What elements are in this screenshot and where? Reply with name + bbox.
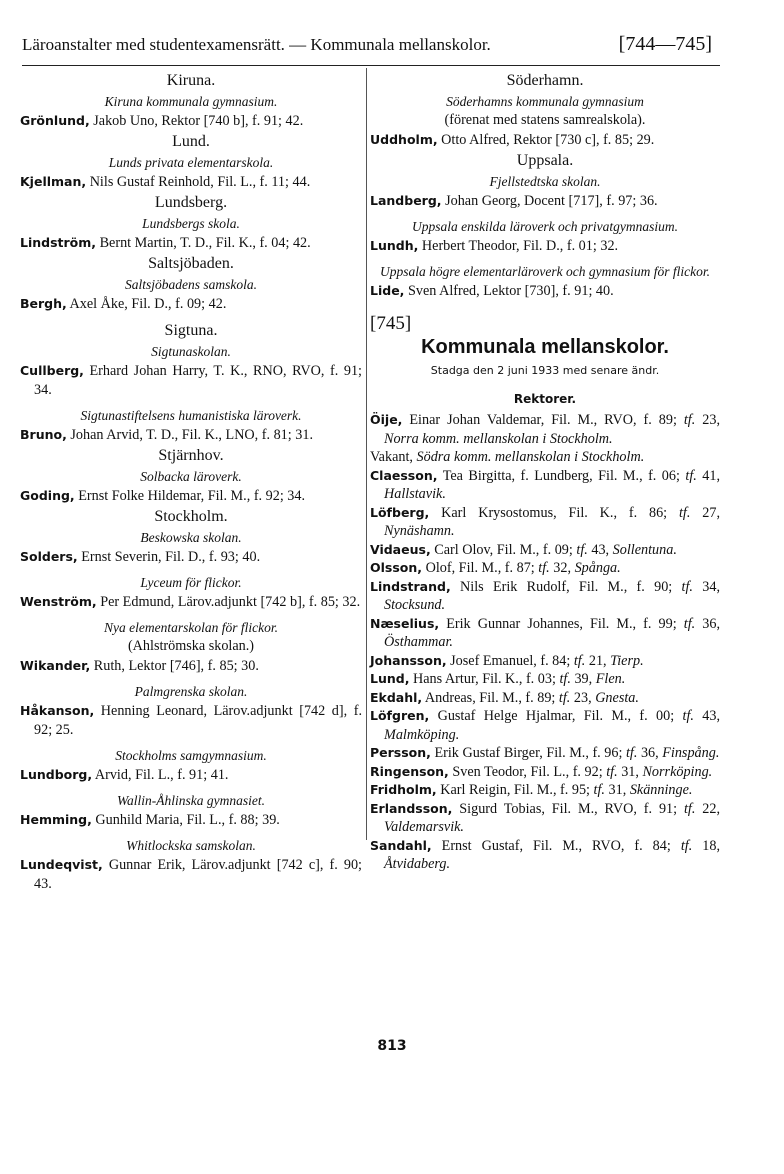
entry-tf: tf. <box>683 800 696 817</box>
place-heading: Sigtuna. <box>164 322 218 339</box>
rektor-entry <box>370 781 720 800</box>
entry-surname: Lindström, <box>20 235 97 250</box>
school-name: Kiruna kommunala gymnasium. <box>104 94 278 109</box>
directory-entry <box>370 191 720 211</box>
entry-details: Carl Olov, Fil. M., f. 09; <box>430 541 577 558</box>
rektor-entry <box>370 689 720 708</box>
school-note: (Ahlströmska skolan.) <box>127 638 255 654</box>
entry-school-place: Flen. <box>595 671 626 687</box>
entry-surname: Goding, <box>20 488 75 503</box>
entry-details: Axel Åke, Fil. D., f. 09; 42. <box>66 296 227 312</box>
directory-entry <box>20 656 362 676</box>
subheading-rektorer: Rektorer. <box>513 392 577 406</box>
rektor-entry <box>370 670 720 689</box>
directory-entry <box>370 130 720 150</box>
entry-details: Ernst Gustaf, Fil. M., RVO, f. 84; <box>431 837 681 854</box>
entry-school-place: Södra komm. mellanskolan i Stockholm. <box>416 449 645 465</box>
entry-details: Nils Gustaf Reinhold, Fil. L., f. 11; 44. <box>86 174 311 190</box>
entry-details: Nils Erik Rudolf, Fil. M., f. 90; <box>450 578 682 595</box>
directory-entry <box>20 361 362 400</box>
entry-details: Sven Teodor, Fil. L., f. 92; <box>448 763 607 780</box>
rektor-entry <box>370 448 720 467</box>
entry-surname: Olsson, <box>370 560 423 575</box>
directory-entry <box>20 425 362 445</box>
place-heading: Lundsberg. <box>154 194 228 211</box>
rektor-entry <box>370 763 720 782</box>
rektor-entry <box>370 744 720 763</box>
entry-school-place: Nynäshamn. <box>384 523 455 539</box>
place-heading: Kiruna. <box>166 72 216 89</box>
entry-surname: Fridholm, <box>370 782 437 797</box>
entry-year: 32, <box>549 560 575 576</box>
section-title: Kommunala mellanskolor. <box>421 336 669 358</box>
entry-school-place: Hallstavik. <box>384 486 446 502</box>
school-name: Solbacka läroverk. <box>140 469 242 484</box>
entry-school-place: Norrköping. <box>642 763 713 780</box>
entry-school-place: Östhammar. <box>384 634 453 650</box>
directory-entry <box>20 294 362 314</box>
entry-details: Herbert Theodor, Fil. D., f. 01; 32. <box>418 238 619 254</box>
entry-surname: Sandahl, <box>370 837 432 853</box>
entry-surname: Lund, <box>370 671 410 686</box>
place-heading: Uppsala. <box>516 152 574 169</box>
entry-surname: Öije, <box>370 412 403 427</box>
left-column <box>20 70 362 894</box>
school-name: Saltsjöbadens samskola. <box>124 277 257 292</box>
entry-surname: Erlandsson, <box>370 800 453 816</box>
column-divider <box>366 68 367 840</box>
entry-tf: tf. <box>683 615 696 632</box>
right-column-schools <box>370 70 720 301</box>
right-column <box>370 70 720 874</box>
entry-surname: Solders, <box>20 549 78 564</box>
directory-entry <box>20 172 362 192</box>
entry-surname: Hemming, <box>20 812 92 827</box>
entry-details: Tea Birgitta, f. Lundberg, Fil. M., f. 06; <box>437 467 686 484</box>
entry-surname: Ekdahl, <box>370 689 423 705</box>
entry-year: 18, <box>692 837 720 854</box>
entry-surname: Lundborg, <box>20 767 93 782</box>
school-name: Söderhamns kommunala gymnasium <box>446 94 644 109</box>
page-number: 813 <box>377 1038 407 1054</box>
school-name: Beskowska skolan. <box>140 530 242 545</box>
entry-details: Johan Arvid, T. D., Fil. K., LNO, f. 81; 31. <box>66 427 314 443</box>
entry-year: 41, <box>696 467 720 484</box>
rektor-entry <box>370 411 720 448</box>
entry-tf: tf. <box>606 763 618 780</box>
entry-details: Per Edmund, Lärov.adjunkt [742 b], f. 85; 32. <box>96 594 361 610</box>
entry-school-place: Malmköping. <box>384 726 460 743</box>
school-name: Fjellstedtska skolan. <box>489 174 601 189</box>
entry-surname: Landberg, <box>370 193 442 208</box>
entry-year: 34, <box>692 578 720 595</box>
entry-details: Sven Alfred, Lektor [730], f. 91; 40. <box>404 283 614 299</box>
rektor-entry <box>370 467 720 504</box>
running-header <box>22 33 720 66</box>
entry-year: 39, <box>570 671 596 687</box>
rektor-entry <box>370 615 720 652</box>
entry-tf: tf. <box>683 412 696 428</box>
entry-year: 23, <box>695 412 721 428</box>
entry-year: 21, <box>585 652 611 669</box>
entry-details: Karl Krysostomus, Fil. K., f. 86; <box>429 504 679 521</box>
entry-tf: tf. <box>681 578 693 595</box>
entry-surname: Bergh, <box>20 296 67 311</box>
directory-entry <box>20 111 362 131</box>
entry-details: Gunhild Maria, Fil. L., f. 88; 39. <box>91 812 280 828</box>
directory-entry <box>20 592 362 612</box>
entry-surname: Wenström, <box>20 594 97 609</box>
entry-surname: Kjellman, <box>20 174 87 189</box>
entry-school-place: Spånga. <box>574 560 621 576</box>
entry-surname: Lundh, <box>370 238 419 253</box>
directory-entry <box>20 855 362 894</box>
rektor-entry <box>370 559 720 578</box>
entry-year: 22, <box>695 800 721 817</box>
entry-details: Hans Artur, Fil. K., f. 03; <box>409 671 560 687</box>
entry-tf: tf. <box>559 671 571 687</box>
entry-school-place: Skänninge. <box>629 782 693 798</box>
entry-details: Jakob Uno, Rektor [740 b], f. 91; 42. <box>89 113 304 129</box>
entry-school-place: Valdemarsvik. <box>384 819 464 835</box>
entry-details: Josef Emanuel, f. 84; <box>446 652 574 669</box>
entry-year: 31, <box>604 782 630 798</box>
entry-details: Johan Georg, Docent [717], f. 97; 36. <box>441 193 658 209</box>
statute-note: Stadga den 2 juni 1933 med senare ändr. <box>430 364 660 377</box>
entry-year: 36, <box>695 615 721 632</box>
entry-details: Vakant, <box>370 449 417 465</box>
school-name: Uppsala enskilda läroverk och privatgymnasium. <box>411 219 679 234</box>
directory-entry <box>20 810 362 830</box>
entry-surname: Næselius, <box>370 615 440 631</box>
entry-tf: tf. <box>573 652 586 669</box>
school-name: Lyceum för flickor. <box>140 575 242 590</box>
school-name: Nya elementarskolan för flickor. <box>104 620 278 635</box>
rektor-entry <box>370 837 720 874</box>
entry-details: Ruth, Lektor [746], f. 85; 30. <box>90 658 259 674</box>
entry-surname: Löfgren, <box>370 708 430 723</box>
entry-details: Sigurd Tobias, Fil. M., RVO, f. 91; <box>452 800 684 817</box>
directory-entry <box>370 281 720 301</box>
entry-year: 43, <box>693 708 721 724</box>
directory-entry <box>20 765 362 785</box>
entry-details: Otto Alfred, Rektor [730 c], f. 85; 29. <box>437 132 655 148</box>
entry-surname: Löfberg, <box>370 504 430 520</box>
entry-details: Gunnar Erik, Lärov.adjunkt [742 c], f. 90; 43. <box>34 857 362 892</box>
entry-surname: Cullberg, <box>20 363 84 378</box>
rektor-entry <box>370 652 720 671</box>
entry-year: 27, <box>690 504 721 521</box>
entry-surname: Lide, <box>370 283 405 298</box>
place-heading: Stjärnhov. <box>158 447 224 464</box>
entry-details: Erik Gunnar Johannes, Fil. M., f. 99; <box>439 615 684 632</box>
school-name: Palmgrenska skolan. <box>134 684 248 699</box>
rektor-entry <box>370 707 720 744</box>
entry-tf: tf. <box>576 541 588 558</box>
entry-surname: Ringenson, <box>370 763 449 779</box>
school-note: (förenat med statens samrealskola). <box>444 112 646 128</box>
entry-school-place: Sollentuna. <box>612 541 677 558</box>
directory-entry <box>370 236 720 256</box>
entry-details: Olof, Fil. M., f. 87; <box>422 560 539 576</box>
place-heading: Saltsjöbaden. <box>148 255 234 272</box>
entry-school-place: Finspång. <box>662 745 720 761</box>
school-name: Wallin-Åhlinska gymnasiet. <box>117 793 265 808</box>
school-name: Uppsala högre elementarläroverk och gymnasium för flickor. <box>379 264 711 279</box>
entry-surname: Håkanson, <box>20 703 95 718</box>
place-heading: Stockholm. <box>154 508 228 525</box>
entry-tf: tf. <box>680 837 693 854</box>
entry-surname: Uddholm, <box>370 132 438 147</box>
entry-surname: Lindstrand, <box>370 578 451 594</box>
rektorer-list <box>370 411 720 874</box>
school-name: Lundsbergs skola. <box>142 216 240 231</box>
rektor-entry <box>370 800 720 837</box>
entry-school-place: Norra komm. mellanskolan i Stockholm. <box>384 430 613 447</box>
entry-year: 23, <box>570 689 596 706</box>
entry-surname: Claesson, <box>370 467 438 483</box>
header-title: Läroanstalter med studentexamensrätt. — Kommunala mellanskolor. <box>22 35 491 54</box>
place-heading: Söderhamn. <box>506 72 584 89</box>
entry-surname: Bruno, <box>20 427 67 442</box>
entry-year: 36, <box>637 745 663 761</box>
entry-surname: Persson, <box>370 745 431 760</box>
entry-details: Karl Reigin, Fil. M., f. 95; <box>436 782 594 798</box>
entry-surname: Lundeqvist, <box>20 857 103 872</box>
entry-details: Arvid, Fil. L., f. 91; 41. <box>92 767 229 783</box>
entry-school-place: Åtvidaberg. <box>384 856 451 872</box>
entry-details: Henning Leonard, Lärov.adjunkt [742 d], f. 92; 25. <box>34 703 362 738</box>
entry-details: Erik Gustaf Birger, Fil. M., f. 96; <box>430 745 626 761</box>
entry-year: 31, <box>617 763 643 780</box>
entry-details: Bernt Martin, T. D., Fil. K., f. 04; 42. <box>96 235 311 251</box>
school-name: Sigtunaskolan. <box>151 344 231 359</box>
entry-tf: tf. <box>685 467 697 484</box>
directory-entry <box>20 486 362 506</box>
place-heading: Lund. <box>172 133 210 150</box>
entry-details: Erhard Johan Harry, T. K., RNO, RVO, f. 91; 34. <box>34 363 362 398</box>
entry-tf: tf. <box>678 504 691 521</box>
school-name: Whitlockska samskolan. <box>126 838 256 853</box>
entry-tf: tf. <box>625 745 638 761</box>
rektor-entry <box>370 541 720 560</box>
school-name: Stockholms samgymnasium. <box>115 748 267 763</box>
entry-details: Andreas, Fil. M., f. 89; <box>422 689 559 706</box>
entry-surname: Johansson, <box>370 652 447 668</box>
entry-surname: Wikander, <box>20 658 91 673</box>
entry-tf: tf. <box>682 708 694 724</box>
entry-details: Ernst Severin, Fil. D., f. 93; 40. <box>77 549 261 565</box>
entry-details: Ernst Folke Hildemar, Fil. M., f. 92; 34. <box>74 488 306 504</box>
rektor-entry <box>370 578 720 615</box>
school-name: Lunds privata elementarskola. <box>108 155 274 170</box>
school-name: Sigtunastiftelsens humanistiska läroverk. <box>80 408 302 423</box>
section-number: [745] <box>370 313 412 334</box>
entry-year: 43, <box>587 541 613 558</box>
header-page-range: [744—745] <box>618 33 712 55</box>
directory-entry <box>20 547 362 567</box>
entry-surname: Vidaeus, <box>370 541 431 557</box>
directory-entry <box>20 701 362 740</box>
entry-tf: tf. <box>593 782 605 798</box>
entry-tf: tf. <box>538 560 550 576</box>
entry-tf: tf. <box>558 689 571 706</box>
rektor-entry <box>370 504 720 541</box>
entry-school-place: Tierp. <box>610 652 644 669</box>
entry-details: Gustaf Helge Hjalmar, Fil. M., f. 00; <box>429 708 683 724</box>
entry-surname: Grönlund, <box>20 113 90 128</box>
entry-school-place: Stocksund. <box>384 597 446 613</box>
entry-school-place: Gnesta. <box>595 689 639 706</box>
entry-details: Einar Johan Valdemar, Fil. M., RVO, f. 89; <box>402 412 684 428</box>
directory-entry <box>20 233 362 253</box>
